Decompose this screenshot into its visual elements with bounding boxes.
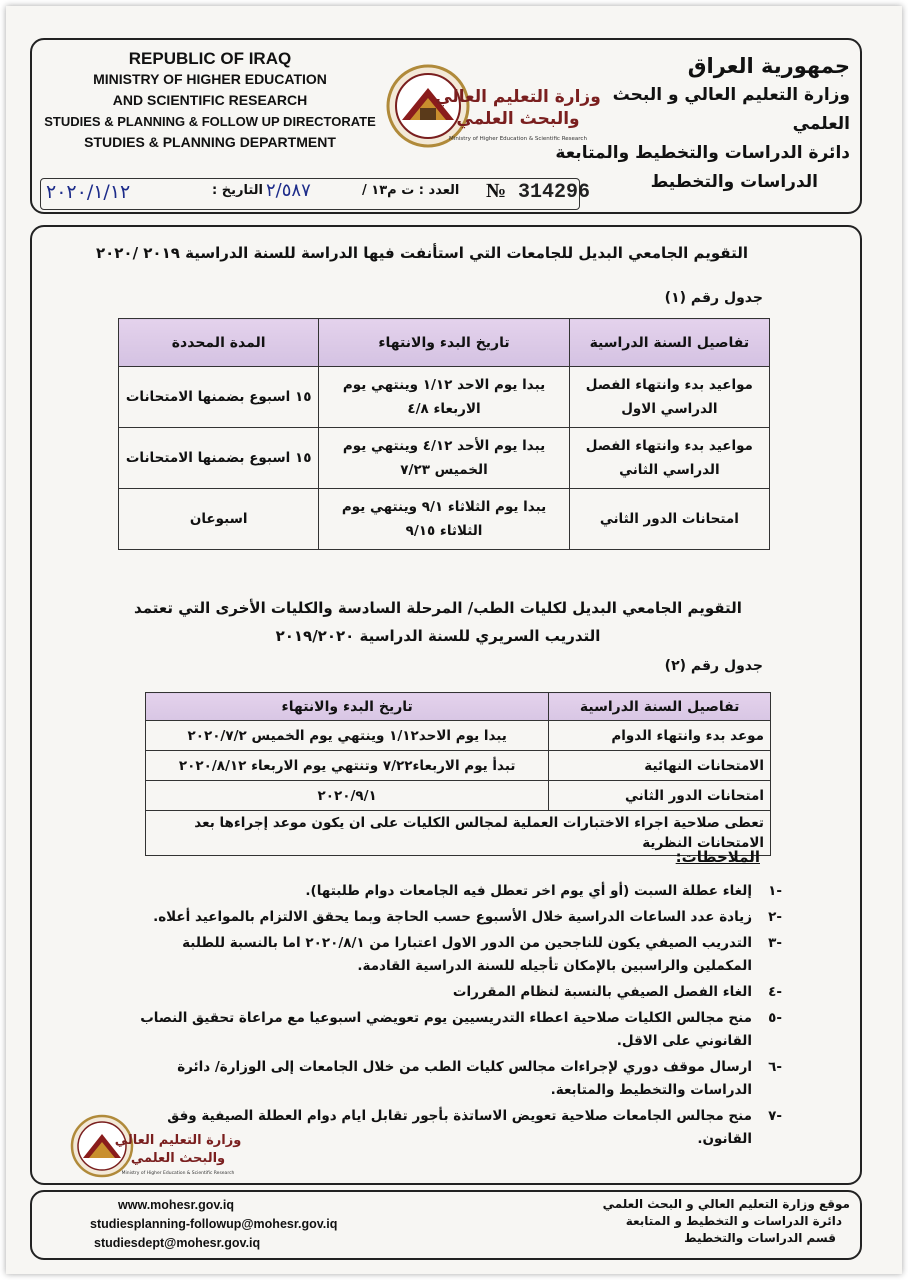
letterhead-english [40, 48, 380, 153]
letterhead-arabic [550, 52, 850, 197]
handwritten-date: ٢٠٢٠/١/١٢ [46, 181, 131, 203]
note-number: -١ [768, 883, 782, 899]
email-link[interactable]: studiesdept@mohesr.gov.iq [94, 1236, 261, 1250]
handwritten-number: ٢/٥٨٧ [266, 180, 311, 201]
calendar-table-1 [118, 318, 770, 550]
serial-number: 314296 [518, 181, 591, 204]
note-number: -٦ [768, 1059, 782, 1075]
table-row [119, 489, 770, 550]
footer-ar-line: دائرة الدراسات و التخطيط و المتابعة [625, 1214, 842, 1228]
table-header-cell: تفاصيل السنة الدراسية [569, 319, 769, 367]
letterhead-en-line: STUDIES & PLANNING & FOLLOW UP DIRECTORATE [44, 114, 376, 129]
svg-text:وزارة التعليم العالي: وزارة التعليم العالي [435, 87, 601, 107]
note-number: -٣ [768, 935, 782, 951]
table-cell: يبدا يوم الأحد ٤/١٢ وينتهي يوم الخميس ٧/٢٣ [319, 428, 569, 489]
note-number: -٧ [768, 1108, 782, 1124]
footer-ar-line: موقع وزارة التعليم العالي و البحث العلمي [602, 1197, 850, 1211]
svg-text:وزارة التعليم العالي: وزارة التعليم العالي [114, 1133, 242, 1148]
svg-text:والبحث العلمي: والبحث العلمي [130, 1151, 226, 1166]
note-text: التدريب الصيفي يكون للناجحين من الدور الاول اعتبارا من ٢٠٢٠/٨/١ اما بالنسبة للطلبة المكملين والراسبين بالإمكان تأجيله للسنة الدراسية القادمة. [182, 935, 752, 974]
letterhead-ar-line: جمهورية العراق [687, 54, 850, 78]
table-header-cell: تفاصيل السنة الدراسية [549, 693, 771, 721]
letterhead-ar-line: دائرة الدراسات والتخطيط والمتابعة [555, 143, 850, 163]
note-number: -٥ [768, 1010, 782, 1026]
footer-ar-line: قسم الدراسات والتخطيط [684, 1231, 836, 1245]
table-cell: امتحانات الدور الثاني [549, 781, 771, 811]
table-cell: موعد بدء وانتهاء الدوام [549, 721, 771, 751]
ministry-logo-watermark-icon [66, 1108, 242, 1188]
svg-text:Ministry of Higher Education &: Ministry of Higher Education & Scientific Research [449, 136, 587, 142]
table1-title: التقويم الجامعي البديل للجامعات التي استأنفت فيها الدراسة للسنة الدراسية ٢٠١٩ /٢٠٢٠ [95, 244, 748, 262]
table-cell: ١٥ اسبوع بضمنها الامتحانات [119, 428, 319, 489]
table2-label: جدول رقم (٢) [664, 658, 763, 674]
table-cell: مواعيد بدء وانتهاء الفصل الدراسي الثاني [569, 428, 769, 489]
table-header-cell: المدة المحددة [119, 319, 319, 367]
email-link[interactable]: studiesplanning-followup@mohesr.gov.iq [90, 1217, 338, 1231]
table-row [146, 751, 771, 781]
table2-title: التقويم الجامعي البديل لكليات الطب/ المرحلة السادسة والكليات الأخرى التي تعتمد التدريب السريري للسنة الدراسية ٢٠١٩/٢٠٢٠ [134, 599, 742, 645]
list-item [122, 932, 782, 978]
note-text: ارسال موقف دوري لإجراءات مجالس كليات الطب من خلال الجامعات إلى الوزارة/ دائرة الدراسات والتخطيط والمتابعة. [177, 1059, 752, 1098]
list-item [122, 906, 782, 929]
note-text: الغاء الفصل الصيفي بالنسبة لنظام المقررات [452, 984, 752, 1000]
letterhead-en-line: MINISTRY OF HIGHER EDUCATION [93, 71, 327, 87]
table-header-row [146, 693, 771, 721]
list-item [122, 880, 782, 903]
table-header-row [119, 319, 770, 367]
calendar-table-2 [145, 692, 771, 856]
table-header-cell: تاريخ البدء والانتهاء [146, 693, 549, 721]
list-item [122, 981, 782, 1004]
table-cell: مواعيد بدء وانتهاء الفصل الدراسي الاول [569, 367, 769, 428]
table-header-cell: تاريخ البدء والانتهاء [319, 319, 569, 367]
svg-text:Ministry of Higher Education &: Ministry of Higher Education & Scientific Research [121, 1171, 235, 1176]
notes-title: الملاحظات: [675, 848, 760, 866]
table-cell: ١٥ اسبوع بضمنها الامتحانات [119, 367, 319, 428]
table-cell: اسبوعان [119, 489, 319, 550]
website-link[interactable]: www.mohesr.gov.iq [118, 1198, 234, 1212]
letterhead-en-line: REPUBLIC OF IRAQ [128, 49, 292, 68]
note-text: إلغاء عطلة السبت (أو أي يوم اخر تعطل فيه الجامعات دوام طلبتها). [305, 883, 752, 899]
table-cell: امتحانات الدور الثاني [569, 489, 769, 550]
table-cell: يبدا يوم الاحد١/١٢ وينتهي يوم الخميس ٢٠٢٠/٧/٢ [146, 721, 549, 751]
letterhead-ar-line: وزارة التعليم العالي و البحث العلمي [612, 85, 850, 134]
note-number: -٢ [768, 909, 782, 925]
footer-arabic [603, 1196, 850, 1247]
table-footnote: تعطى صلاحية اجراء الاختبارات العملية لمجالس الكليات على ان يكون موعد إجراءها بعد الامتحانات النظرية [146, 811, 771, 856]
table-row [146, 721, 771, 751]
note-text: منح مجالس الكليات صلاحية اعطاء التدريسيين يوم تعويضي اسبوعيا مع مراعاة تحقيق النصاب القانوني على الاقل. [140, 1010, 752, 1049]
table-cell: تبدأ يوم الاربعاء٧/٢٢ وتنتهي يوم الاربعاء ٢٠٢٠/٨/١٢ [146, 751, 549, 781]
reference-row [40, 178, 591, 212]
letterhead-en-line: STUDIES & PLANNING DEPARTMENT [84, 134, 336, 150]
footer-contacts [90, 1196, 337, 1253]
date-label: التاريخ : [212, 183, 263, 198]
number-label: العدد : ت م١٣ / [362, 183, 460, 198]
numero-sign: № [486, 180, 507, 202]
note-text: منح مجالس الجامعات صلاحية تعويض الاساتذة بأجور تقابل ايام دوام العطلة الصيفية وفق القانون. [167, 1108, 752, 1147]
table-row [146, 781, 771, 811]
table-row [119, 428, 770, 489]
table-cell: يبدا يوم الاحد ١/١٢ وينتهي يوم الاربعاء ٤/٨ [319, 367, 569, 428]
letterhead-ar-line: الدراسات والتخطيط [650, 172, 818, 192]
list-item [122, 1007, 782, 1053]
table-row [119, 367, 770, 428]
table1-label: جدول رقم (١) [664, 290, 763, 306]
table-cell: ٢٠٢٠/٩/١ [146, 781, 549, 811]
list-item [122, 1056, 782, 1102]
table-cell: الامتحانات النهائية [549, 751, 771, 781]
svg-text:والبحث العلمي: والبحث العلمي [456, 109, 580, 129]
table-cell: يبدا يوم الثلاثاء ٩/١ وينتهي يوم الثلاثاء ٩/١٥ [319, 489, 569, 550]
note-text: زيادة عدد الساعات الدراسية خلال الأسبوع حسب الحاجة وبما يحقق الالتزام بالمواعيد أعلاه. [153, 909, 752, 925]
note-number: -٤ [768, 984, 782, 1000]
letterhead-en-line: AND SCIENTIFIC RESEARCH [112, 92, 308, 108]
